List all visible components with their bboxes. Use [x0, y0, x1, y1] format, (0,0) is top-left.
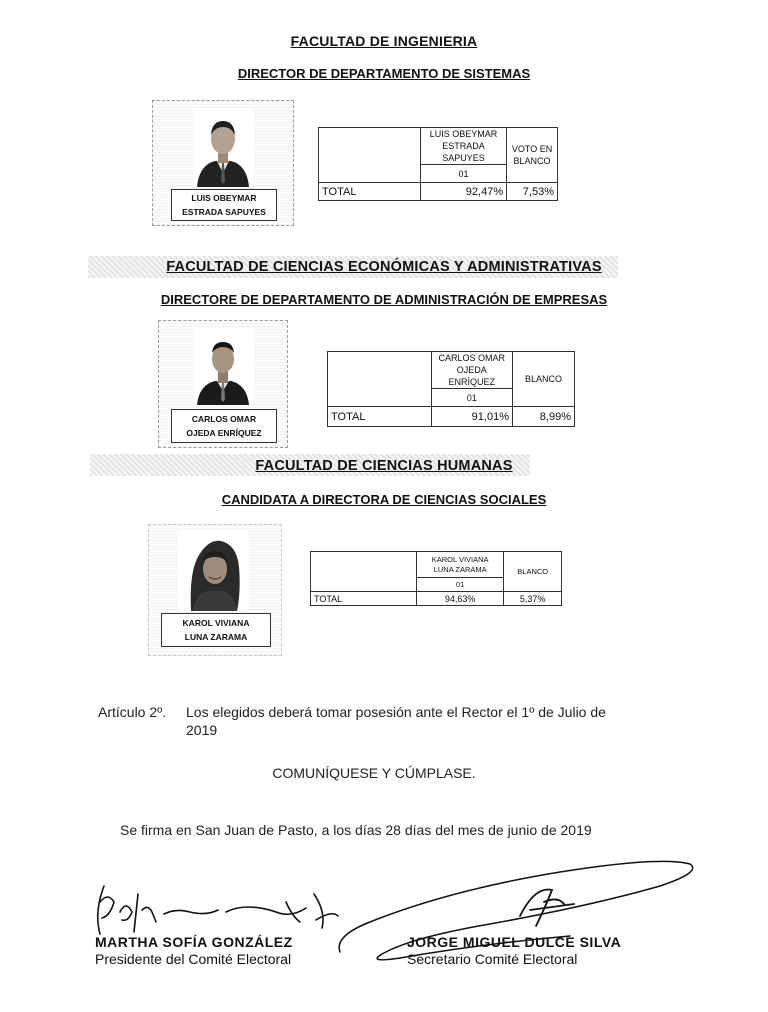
candidate-photo-card — [152, 100, 294, 226]
faculty-heading-ingenieria: FACULTAD DE INGENIERIA — [290, 33, 478, 49]
blank-vote-header: BLANCO — [512, 352, 574, 407]
position-heading-sistemas: DIRECTOR DE DEPARTAMENTO DE SISTEMAS — [237, 66, 531, 81]
article-text-line1: Los elegidos deberá tomar posesión ante el Rector el 1º de Julio de — [186, 704, 606, 720]
empty-header-cell — [328, 352, 432, 407]
results-table-sistemas — [318, 127, 558, 201]
candidate-header-cell — [420, 128, 506, 165]
signatory-1-name: MARTHA SOFÍA GONZÁLEZ — [95, 934, 293, 950]
signatory-2-role: Secretario Comité Electoral — [407, 951, 578, 967]
candidate-number: 01 — [416, 578, 503, 592]
candidate-photo-card — [158, 320, 288, 448]
article-text-line2: 2019 — [186, 722, 218, 738]
candidate-number: 01 — [420, 165, 506, 183]
candidate-name-line1: CARLOS OMAR — [191, 414, 257, 424]
blank-vote-header: BLANCO — [504, 552, 562, 592]
total-label: TOTAL — [311, 592, 417, 606]
results-table-sociales — [310, 551, 562, 606]
candidate-percentage: 92,47% — [420, 183, 506, 201]
signatory-2-name: JORGE MIGUEL DULCE SILVA — [407, 934, 622, 950]
blank-percentage: 7,53% — [507, 183, 558, 201]
candidate-photo-card — [148, 524, 282, 656]
candidate-header-cell — [416, 552, 503, 578]
faculty-heading-humanas: FACULTAD DE CIENCIAS HUMANAS — [255, 458, 513, 474]
empty-header-cell — [319, 128, 421, 183]
blank-vote-header: VOTO EN BLANCO — [507, 128, 558, 183]
candidate-percentage: 94,63% — [416, 592, 503, 606]
candidate-photo — [193, 329, 253, 405]
candidate-name-box — [171, 189, 277, 221]
position-heading-sociales: CANDIDATA A DIRECTORA DE CIENCIAS SOCIALES — [221, 492, 547, 507]
man-portrait-icon — [193, 329, 253, 405]
candidate-name-line1: LUIS OBEYMAR — [191, 193, 257, 203]
candidate-header-line1: KAROL VIVIANA — [431, 554, 489, 564]
candidate-header-cell — [431, 352, 512, 389]
candidate-name-line2: LUNA ZARAMA — [184, 632, 248, 642]
blank-percentage: 8,99% — [512, 407, 574, 427]
results-table-administracion — [327, 351, 575, 427]
article-label: Artículo 2º. — [98, 704, 167, 720]
total-label: TOTAL — [319, 183, 421, 201]
candidate-name-line2: ESTRADA SAPUYES — [182, 207, 266, 217]
faculty-heading-economicas: FACULTAD DE CIENCIAS ECONÓMICAS Y ADMINISTRATIVAS — [166, 259, 602, 275]
signatory-1-role: Presidente del Comité Electoral — [95, 951, 292, 967]
candidate-header-line2: OJEDA ENRÍQUEZ — [448, 365, 496, 387]
candidate-name-line1: KAROL VIVIANA — [182, 618, 250, 628]
candidate-header-line1: CARLOS OMAR — [438, 353, 506, 363]
candidate-number: 01 — [431, 389, 512, 407]
candidate-header-line2: LUNA ZARAMA — [433, 564, 487, 574]
candidate-name-line2: OJEDA ENRÍQUEZ — [186, 428, 262, 438]
candidate-header-line1: LUIS OBEYMAR — [429, 129, 498, 139]
candidate-name-box — [161, 613, 271, 647]
signature-martha-icon — [86, 872, 356, 942]
woman-portrait-icon — [179, 531, 249, 611]
empty-header-cell — [311, 552, 417, 592]
candidate-name-box — [171, 409, 277, 443]
candidate-percentage: 91,01% — [431, 407, 512, 427]
closing-statement: COMUNÍQUESE Y CÚMPLASE. — [272, 765, 476, 781]
candidate-photo — [193, 109, 253, 187]
blank-percentage: 5,37% — [504, 592, 562, 606]
total-label: TOTAL — [328, 407, 432, 427]
candidate-header-line2: ESTRADA SAPUYES — [442, 141, 485, 163]
man-portrait-icon — [193, 109, 253, 187]
candidate-photo — [179, 531, 249, 611]
position-heading-administracion: DIRECTORE DE DEPARTAMENTO DE ADMINISTRACIÓN DE EMPRESAS — [160, 292, 608, 307]
signed-place-date: Se firma en San Juan de Pasto, a los días 28 días del mes de junio de 2019 — [120, 822, 592, 838]
